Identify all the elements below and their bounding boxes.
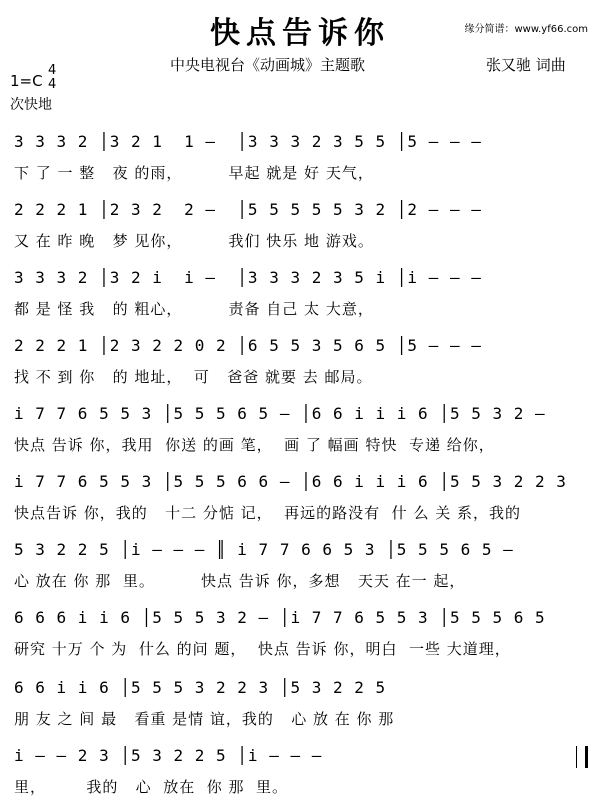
notes-line: i 7 7 6 5 5 3 │5 5 5 6 5 – │6 6 i i i 6 │5 5 3 2 – bbox=[14, 404, 546, 423]
score-system-4 bbox=[0, 336, 600, 396]
score-system-3 bbox=[0, 268, 600, 328]
score-system-7 bbox=[0, 540, 600, 600]
notes-line: 5 3 2 2 5 │i – – – ║ i 7 7 6 6 5 3 │5 5 5 6 5 – bbox=[14, 540, 514, 559]
notes-line: 6 6 i i 6 │5 5 5 3 2 2 3 │5 3 2 2 5 bbox=[14, 678, 387, 697]
lyrics-line: 找 不 到 你 的 地址， 可 爸爸 就要 去 邮局。 bbox=[14, 368, 402, 386]
lyrics-line: 快点 告诉 你，我用 你送 的画 笔， 画 了 幅画 特快 专递 给你， bbox=[14, 436, 495, 454]
final-barline bbox=[576, 746, 588, 768]
time-signature-bottom: 4 bbox=[48, 77, 57, 92]
score-system-1 bbox=[0, 132, 600, 192]
score-system-10 bbox=[0, 746, 600, 806]
notes-line: 3 3 3 2 │3 2 i i – │3 3 3 2 3 5 i │i – – – bbox=[14, 268, 482, 287]
key-signature: 1=C bbox=[10, 72, 43, 90]
notes-line: 2 2 2 1 │2 3 2 2 0 2 │6 5 5 3 5 6 5 │5 – – – bbox=[14, 336, 482, 355]
score-system-8 bbox=[0, 608, 600, 668]
score-system-9 bbox=[0, 678, 600, 738]
lyrics-line: 快点告诉 你，我的 十二 分惦 记， 再远的路没有 什 么 关 系，我的 bbox=[14, 504, 521, 522]
notes-line: 6 6 6 i i 6 │5 5 5 3 2 – │i 7 7 6 5 5 3 │5 5 5 6 5 bbox=[14, 608, 546, 627]
source-label: 缘分简谱：www.yf66.com bbox=[464, 24, 588, 35]
notes-line: 3 3 3 2 │3 2 1 1 – │3 3 3 2 3 5 5 │5 – – – bbox=[14, 132, 482, 151]
lyrics-line: 都 是 怪 我 的 粗心， 责备 自己 太 大意， bbox=[14, 300, 415, 318]
lyrics-line: 又 在 昨 晚 梦 见你， 我们 快乐 地 游戏。 bbox=[14, 232, 415, 250]
time-signature-top: 4 bbox=[48, 63, 57, 78]
time-signature bbox=[48, 64, 56, 92]
song-title: 快点告诉你 bbox=[210, 16, 390, 51]
lyrics-line: 下 了 一 整 夜 的雨， 早起 就是 好 天气， bbox=[14, 164, 415, 182]
credits: 张又驰 词曲 bbox=[486, 56, 566, 74]
song-subtitle: 中央电视台《动画城》主题歌 bbox=[170, 56, 366, 74]
score-system-6 bbox=[0, 472, 600, 532]
score-system-2 bbox=[0, 200, 600, 260]
score-system-5 bbox=[0, 404, 600, 464]
notes-line: i 7 7 6 5 5 3 │5 5 5 6 6 – │6 6 i i i 6 │5 5 3 2 2 3 bbox=[14, 472, 567, 491]
lyrics-line: 里， 我的 心 放在 你 那 里。 bbox=[14, 778, 289, 796]
tempo-marking: 次快地 bbox=[10, 97, 52, 113]
lyrics-line: 研究 十万 个 为 什么 的问 题， 快点 告诉 你，明白 一些 大道理， bbox=[14, 640, 511, 658]
lyrics-line: 朋 友 之 间 最 看重 是情 谊，我的 心 放 在 你 那 bbox=[14, 710, 395, 728]
notes-line: i – – 2 3 │5 3 2 2 5 │i – – – bbox=[14, 746, 323, 765]
notes-line: 2 2 2 1 │2 3 2 2 – │5 5 5 5 5 3 2 │2 – – – bbox=[14, 200, 482, 219]
lyrics-line: 心 放在 你 那 里。 快点 告诉 你，多想 天天 在一 起， bbox=[14, 572, 466, 590]
